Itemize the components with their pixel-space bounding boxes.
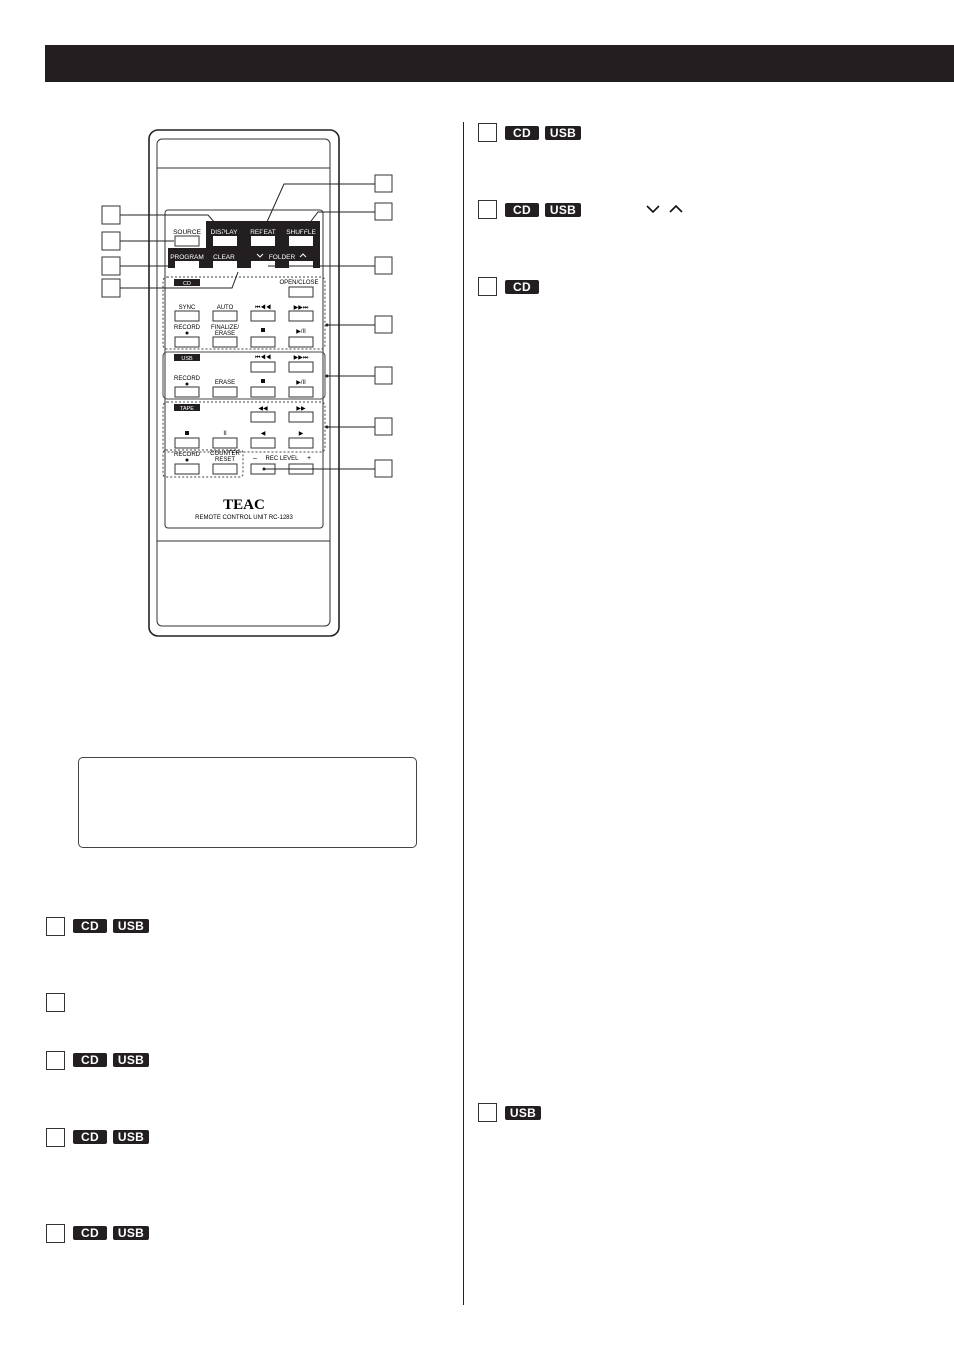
tape-play-icon: ▶ xyxy=(298,431,304,437)
finalize-button xyxy=(213,337,237,347)
tape-fast-forward-icon: ▶▶ xyxy=(296,406,306,412)
source-label: SOURCE xyxy=(173,229,201,236)
usb-tag: USB xyxy=(113,1053,149,1067)
item-number-box xyxy=(46,1224,65,1243)
cd-skip-back-button xyxy=(251,311,275,321)
display-button xyxy=(213,236,237,246)
callout-box-right-4 xyxy=(375,316,392,333)
sync-button xyxy=(175,311,199,321)
cd-tag: CD xyxy=(73,919,107,933)
counter-reset-label: RESET xyxy=(214,457,236,463)
folder-label: FOLDER xyxy=(268,254,296,261)
tape-record-button xyxy=(175,464,199,474)
remote-body xyxy=(149,130,339,636)
usb-section-label: USB xyxy=(181,356,193,362)
display-label: DISPLAY xyxy=(210,229,238,236)
cd-skip-forward-icon: ▶▶⏭ xyxy=(293,305,309,311)
program-label: PROGRAM xyxy=(170,254,204,261)
callout-box-left-2 xyxy=(102,232,120,250)
cd-tag: CD xyxy=(73,1130,107,1144)
cd-tag: CD xyxy=(73,1226,107,1240)
usb-tag: USB xyxy=(545,126,581,140)
callout-box-left-3 xyxy=(102,257,120,275)
usb-record-button xyxy=(175,387,199,397)
callout-box-right-5 xyxy=(375,367,392,384)
model-label: REMOTE CONTROL UNIT RC-1283 xyxy=(195,515,293,521)
auto-button xyxy=(213,311,237,321)
sync-label: SYNC xyxy=(178,305,196,311)
tape-pause-icon: II xyxy=(223,431,227,437)
item-number-box xyxy=(46,1128,65,1147)
tape-rewind-icon: ◀◀ xyxy=(258,406,268,412)
tape-pause-button xyxy=(213,438,237,448)
callout-box-left-4 xyxy=(102,279,120,297)
cd-tag: CD xyxy=(505,126,539,140)
usb-erase-label: ERASE xyxy=(214,380,236,386)
cd-section-label: CD xyxy=(183,281,191,287)
tape-reverse-play-button xyxy=(251,438,275,448)
tape-fast-forward-button xyxy=(289,412,313,422)
item-number-box xyxy=(478,1103,497,1122)
repeat-label: REPEAT xyxy=(250,229,276,236)
usb-erase-button xyxy=(213,387,237,397)
teac-logo: TEAC xyxy=(223,497,265,513)
cd-record-button xyxy=(175,337,199,347)
remote-control-diagram xyxy=(0,0,460,660)
usb-record-label: RECORD xyxy=(173,376,201,382)
usb-tag: USB xyxy=(113,919,149,933)
counter-label: COUNTER xyxy=(210,451,240,457)
cd-tag: CD xyxy=(73,1053,107,1067)
cd-stop-button xyxy=(251,337,275,347)
repeat-button xyxy=(251,236,275,246)
item-number-box xyxy=(46,1051,65,1070)
cd-skip-back-icon: ⏮◀◀ xyxy=(254,305,272,311)
finalize-erase-label: ERASE xyxy=(214,331,236,337)
item-number-box xyxy=(46,917,65,936)
tape-stop-button xyxy=(175,438,199,448)
tape-play-button xyxy=(289,438,313,448)
tape-record-dot-icon xyxy=(186,459,189,462)
callout-box-right-1 xyxy=(375,175,392,192)
clear-button xyxy=(213,261,237,271)
column-divider xyxy=(463,122,464,1305)
cd-record-label: RECORD xyxy=(173,325,201,331)
item-number-box xyxy=(46,993,65,1012)
folder-chevrons xyxy=(646,203,686,215)
tape-rewind-button xyxy=(251,412,275,422)
callout-box-right-7 xyxy=(375,460,392,477)
clear-label: CLEAR xyxy=(213,254,235,261)
callout-box-right-2 xyxy=(375,203,392,220)
cd-tag: CD xyxy=(505,203,539,217)
usb-record-dot-icon xyxy=(186,383,189,386)
rec-level-minus-label: – xyxy=(253,455,257,462)
source-button xyxy=(175,236,199,246)
callout-box-left-1 xyxy=(102,206,120,224)
item-number-box xyxy=(478,123,497,142)
usb-tag: USB xyxy=(113,1130,149,1144)
usb-skip-forward-icon: ▶▶⏭ xyxy=(293,355,309,361)
finalize-label: FINALIZE/ xyxy=(210,325,240,331)
counter-reset-button xyxy=(213,464,237,474)
cd-play-pause-icon: ▶/II xyxy=(296,329,306,335)
item-number-box xyxy=(478,200,497,219)
tape-record-label: RECORD xyxy=(173,452,201,458)
cd-skip-forward-button xyxy=(289,311,313,321)
item-number-box xyxy=(478,277,497,296)
shuffle-button xyxy=(289,236,313,246)
usb-skip-back-icon: ⏮◀◀ xyxy=(254,355,272,361)
usb-stop-icon xyxy=(261,379,265,383)
tape-reverse-play-icon: ◀ xyxy=(260,431,266,437)
open-close-label: OPEN/CLOSE xyxy=(279,280,319,286)
program-button xyxy=(175,261,199,271)
usb-stop-button xyxy=(251,387,275,397)
open-close-button xyxy=(289,287,313,297)
tape-stop-icon xyxy=(185,431,189,435)
cd-stop-icon xyxy=(261,328,265,332)
usb-tag: USB xyxy=(505,1106,541,1120)
chevron-down-icon xyxy=(647,206,659,212)
usb-tag: USB xyxy=(545,203,581,217)
usb-play-pause-icon: ▶/II xyxy=(296,380,306,386)
usb-skip-back-button xyxy=(251,362,275,372)
usb-play-pause-button xyxy=(289,387,313,397)
auto-label: AUTO xyxy=(216,305,234,311)
rec-level-plus-label: + xyxy=(306,455,312,462)
tape-section-label: TAPE xyxy=(180,406,194,412)
callout-box-right-3 xyxy=(375,257,392,274)
usb-tag: USB xyxy=(113,1226,149,1240)
cd-play-pause-button xyxy=(289,337,313,347)
callout-box-right-6 xyxy=(375,418,392,435)
usb-skip-forward-button xyxy=(289,362,313,372)
cd-record-dot-icon xyxy=(186,332,189,335)
cd-tag: CD xyxy=(505,280,539,294)
note-box xyxy=(78,757,417,848)
chevron-up-icon xyxy=(670,206,682,212)
shuffle-label: SHUFFLE xyxy=(286,229,316,236)
rec-level-label: REC LEVEL xyxy=(265,456,299,462)
